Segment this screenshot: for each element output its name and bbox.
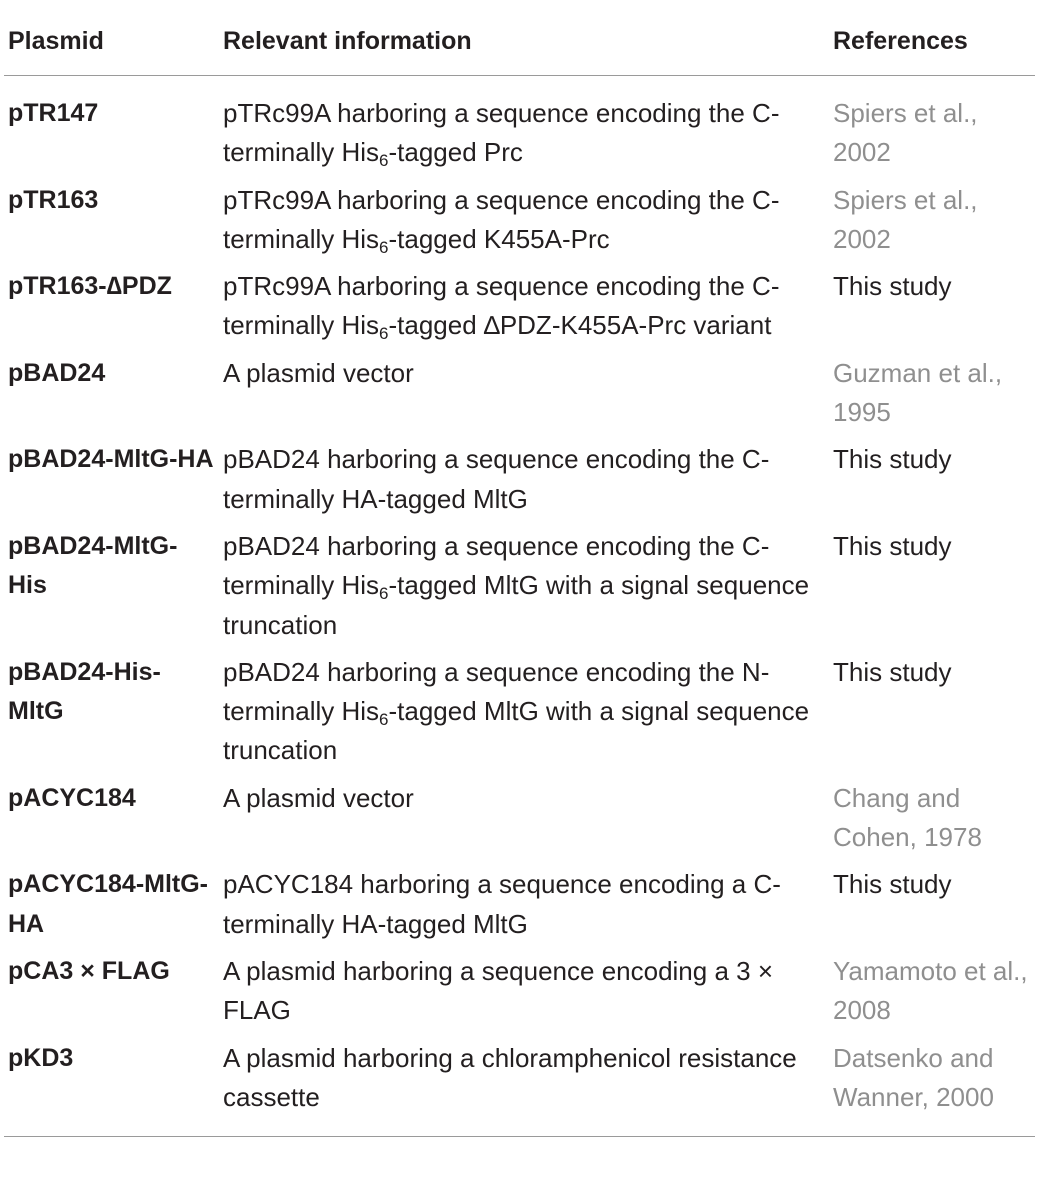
relevant-information-cell bbox=[215, 779, 828, 866]
relevant-information-cell bbox=[215, 440, 828, 527]
info-text: pTRc99A harboring a sequence encoding the C-terminally His bbox=[223, 271, 780, 341]
info-text: A plasmid harboring a sequence encoding a 3 × FLAG bbox=[223, 955, 773, 1026]
table-row bbox=[4, 76, 1035, 181]
plasmid-name-cell: pKD3 bbox=[8, 1043, 74, 1072]
table-row bbox=[4, 865, 1035, 952]
info-text: pBAD24 harboring a sequence encoding the C-terminally HA-tagged MltG bbox=[223, 444, 770, 514]
plasmid-name-cell: pTR147 bbox=[8, 99, 99, 127]
reference-cell: Yamamoto et al., 2008 bbox=[833, 955, 1028, 1026]
info-text: -tagged MltG with a signal sequence truncation bbox=[223, 570, 810, 640]
reference-cell: Spiers et al., 2002 bbox=[833, 98, 978, 168]
table-row bbox=[4, 1039, 1035, 1137]
info-text: -tagged Prc bbox=[388, 137, 523, 168]
plasmid-name-cell: pBAD24-MltG-HA bbox=[8, 445, 214, 474]
relevant-information-cell bbox=[215, 181, 828, 268]
subscript-text: 6 bbox=[379, 584, 389, 604]
info-text: -tagged K455A-Prc bbox=[388, 223, 610, 254]
info-text: pACYC184 harboring a sequence encoding a C-terminally HA-tagged MltG bbox=[223, 869, 781, 939]
table-row bbox=[4, 952, 1035, 1039]
table-header bbox=[4, 0, 1035, 76]
relevant-information-cell bbox=[215, 952, 828, 1039]
plasmid-name-cell: pTR163 bbox=[8, 185, 99, 214]
table-row bbox=[4, 527, 1035, 653]
plasmid-name-cell: pBAD24-His-MltG bbox=[8, 657, 161, 726]
table-row bbox=[4, 653, 1035, 779]
info-text: pTRc99A harboring a sequence encoding the C-terminally His bbox=[223, 98, 780, 168]
relevant-information-cell bbox=[215, 865, 828, 952]
reference-cell: This study bbox=[833, 271, 952, 302]
table-row bbox=[4, 267, 1035, 354]
header-row bbox=[4, 0, 1035, 76]
plasmid-name-cell: pBAD24 bbox=[8, 358, 106, 387]
table-row bbox=[4, 181, 1035, 268]
reference-cell: Datsenko and Wanner, 2000 bbox=[833, 1042, 994, 1112]
subscript-text: 6 bbox=[379, 324, 389, 344]
relevant-information-cell bbox=[215, 653, 828, 779]
relevant-information-cell bbox=[215, 76, 828, 181]
plasmid-name-cell: pTR163-∆PDZ bbox=[8, 272, 172, 301]
info-text: A plasmid vector bbox=[223, 782, 414, 813]
table-row bbox=[4, 440, 1035, 527]
info-text: -tagged MltG with a signal sequence truncation bbox=[223, 696, 810, 766]
relevant-information-cell bbox=[215, 354, 828, 441]
info-text: pBAD24 harboring a sequence encoding the C-terminally His bbox=[223, 530, 770, 601]
relevant-information-cell bbox=[215, 1039, 828, 1137]
subscript-text: 6 bbox=[379, 710, 389, 730]
plasmid-table bbox=[4, 0, 1035, 1137]
info-text: pBAD24 harboring a sequence encoding the N-terminally His bbox=[223, 656, 770, 727]
plasmid-name-cell: pCA3 × FLAG bbox=[8, 956, 170, 985]
info-text: A plasmid harboring a chloramphenicol resistance cassette bbox=[223, 1042, 797, 1112]
reference-cell: This study bbox=[833, 656, 952, 687]
relevant-information-cell bbox=[215, 267, 828, 354]
reference-cell: This study bbox=[833, 869, 952, 900]
reference-cell: This study bbox=[833, 530, 952, 561]
subscript-text: 6 bbox=[379, 237, 389, 257]
relevant-information-cell bbox=[215, 527, 828, 653]
info-text: A plasmid vector bbox=[223, 357, 414, 388]
info-text: pTRc99A harboring a sequence encoding the C-terminally His bbox=[223, 184, 780, 254]
table-row bbox=[4, 354, 1035, 441]
reference-cell: Chang and Cohen, 1978 bbox=[833, 782, 982, 853]
plasmid-name-cell: pBAD24-MltG-His bbox=[8, 531, 178, 600]
subscript-text: 6 bbox=[379, 151, 389, 171]
plasmid-name-cell: pACYC184 bbox=[8, 783, 136, 812]
table-body bbox=[4, 76, 1035, 1137]
table-row bbox=[4, 779, 1035, 866]
reference-cell: Spiers et al., 2002 bbox=[833, 184, 978, 254]
reference-cell: Guzman et al., 1995 bbox=[833, 357, 1003, 428]
plasmid-table-container bbox=[4, 0, 1035, 1137]
info-text: -tagged ∆PDZ-K455A-Prc variant bbox=[388, 310, 772, 341]
header-relevant-information: Relevant information bbox=[223, 27, 472, 55]
header-references: References bbox=[833, 27, 968, 55]
header-plasmid: Plasmid bbox=[8, 27, 104, 55]
reference-cell: This study bbox=[833, 444, 952, 475]
plasmid-name-cell: pACYC184-MltG-HA bbox=[8, 870, 209, 938]
